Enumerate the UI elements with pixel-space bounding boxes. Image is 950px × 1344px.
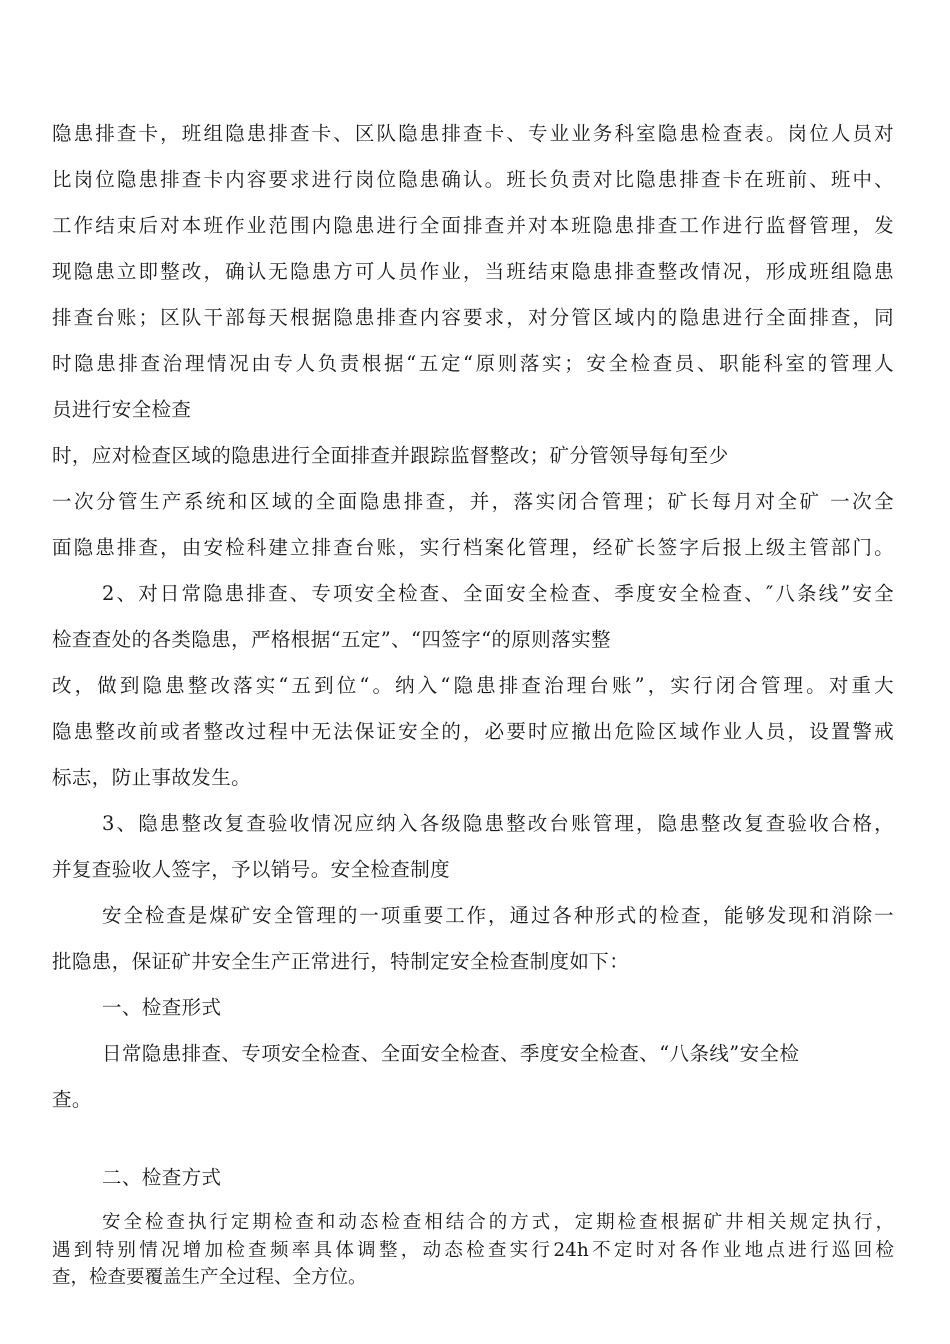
text-line: 查。 (52, 1088, 92, 1111)
text-line: 检查查处的各类隐患，严格根据“五定”、“四签字“的原则落实整 (52, 628, 611, 651)
paragraph-start: 安全检查是煤矿安全管理的一项重要工作，通过各种形式的检查，能够发现和消除一 (102, 904, 894, 927)
text-line: 现隐患立即整改，确认无隐患方可人员作业，当班结束隐患排查整改情况，形成班组隐患 (52, 260, 894, 283)
text-line: 排查台账；区队干部每天根据隐患排查内容要求，对分管区域内的隐患进行全面排查，同 (52, 306, 894, 329)
text-line: 遇到特别情况增加检查频率具体调整，动态检查实行24h不定时对各作业地点进行巡回检 (52, 1240, 894, 1261)
text-line: 标志，防止事故发生。 (52, 766, 252, 789)
paragraph-start: 安全检查执行定期检查和动态检查相结合的方式，定期检查根据矿井相关规定执行， (102, 1212, 894, 1233)
text-line: 面隐患排查，由安检科建立排查台账，实行档案化管理，经矿长签字后报上级主管部门。 (52, 536, 894, 559)
text-line: 并复查验收人签字，予以销号。安全检查制度 (52, 858, 451, 881)
text-line: 时隐患排查治理情况由专人负责根据“五定“原则落实；安全检查员、职能科室的管理人 (52, 352, 894, 375)
paragraph-start: 2、对日常隐患排查、专项安全检查、全面安全检查、季度安全检查、″八条线”安全 (102, 582, 894, 605)
text-line: 查，检查要覆盖生产全过程、全方位。 (52, 1267, 367, 1288)
text-line: 时，应对检查区域的隐患进行全面排查并跟踪监督整改；矿分管领导每旬至少 (52, 444, 729, 467)
text-line: 改，做到隐患整改落实“五到位“。纳入“隐患排查治理台账”，实行闭合管理。对重大 (52, 674, 894, 697)
text-line: 隐患整改前或者整改过程中无法保证安全的，必要时应撤出危险区域作业人员，设置警戒 (52, 720, 894, 743)
text-line: 工作结束后对本班作业范围内隐患进行全面排查并对本班隐患排查工作进行监督管理，发 (52, 214, 894, 237)
paragraph-start: 3、隐患整改复查验收情况应纳入各级隐患整改台账管理，隐患整改复查验收合格， (102, 812, 894, 835)
text-line: 隐患排查卡，班组隐患排查卡、区队隐患排查卡、专业业务科室隐患检查表。岗位人员对 (52, 122, 894, 145)
text-line: 一次分管生产系统和区域的全面隐患排查，并，落实闭合管理；矿长每月对全矿 一次全 (52, 490, 894, 513)
text-line: 批隐患，保证矿井安全生产正常进行，特制定安全检查制度如下： (52, 950, 630, 973)
paragraph-start: 日常隐患排查、专项安全检查、全面安全检查、季度安全检查、“八条线”安全检 (102, 1042, 800, 1065)
text-line: 比岗位隐患排查卡内容要求进行岗位隐患确认。班长负责对比隐患排查卡在班前、班中、 (52, 168, 894, 191)
text-line: 员进行安全检查 (52, 398, 192, 421)
section-heading: 一、检查形式 (102, 996, 222, 1019)
section-heading: 二、检查方式 (102, 1166, 222, 1189)
